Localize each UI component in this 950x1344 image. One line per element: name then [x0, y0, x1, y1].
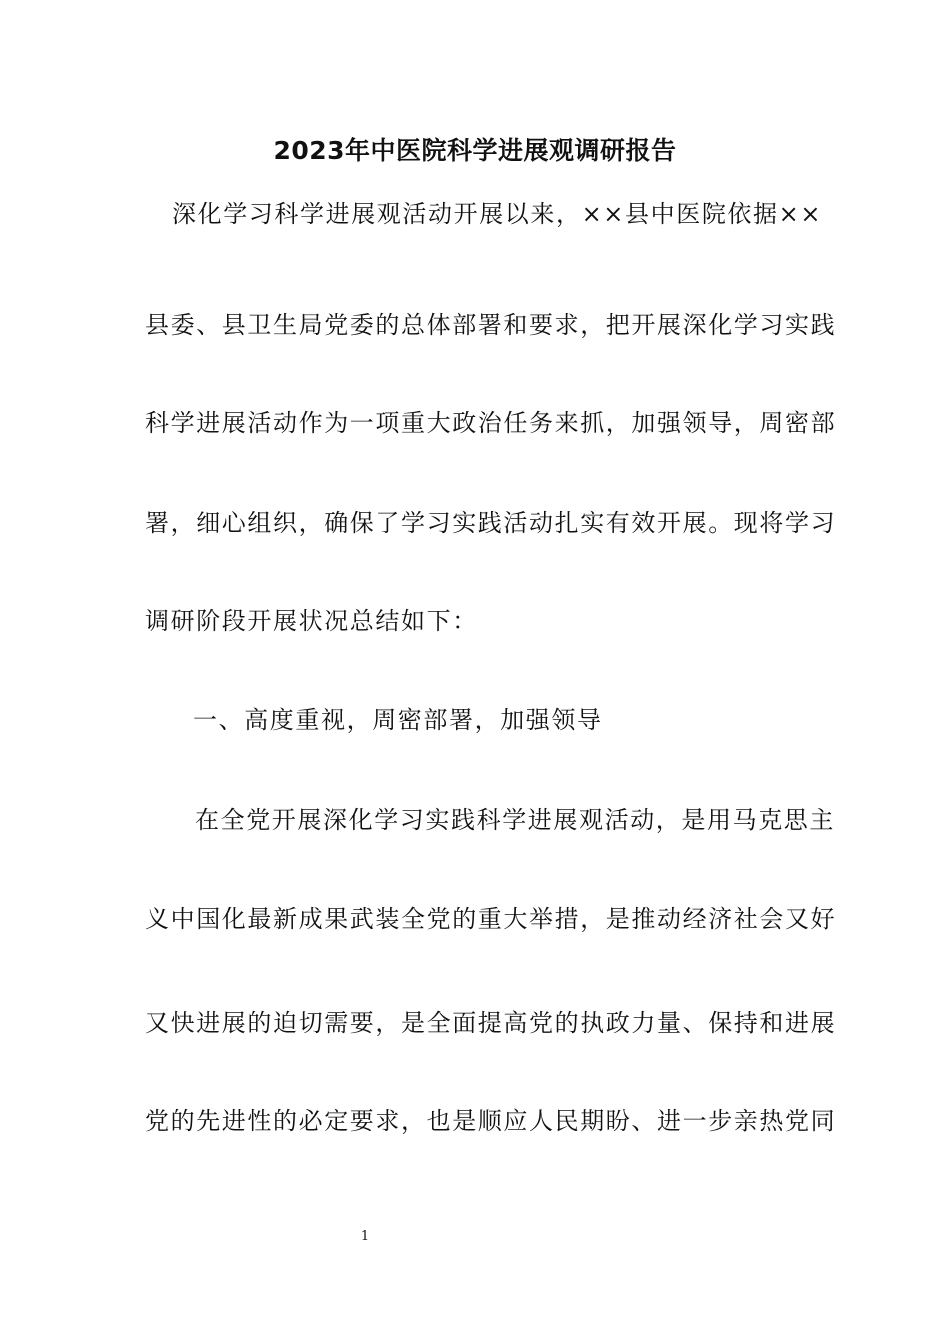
- page-number: 1: [360, 1229, 370, 1244]
- paragraph-line: 在全党开展深化学习实践科学进展观活动，是用马克思主: [195, 806, 835, 834]
- paragraph-line: 又快进展的迫切需要，是全面提高党的执政力量、保持和进展: [145, 1009, 837, 1037]
- paragraph-line: 义中国化最新成果武装全党的重大举措，是推动经济社会又好: [145, 905, 837, 933]
- paragraph-line: 县委、县卫生局党委的总体部署和要求，把开展深化学习实践: [145, 311, 837, 339]
- paragraph-line: 署，细心组织，确保了学习实践活动扎实有效开展。现将学习: [145, 509, 837, 537]
- paragraph-line: 深化学习科学进展观活动开展以来，××县中医院依据××: [172, 200, 823, 228]
- section-heading: 一、高度重视，周密部署，加强领导: [193, 706, 603, 734]
- paragraph-line: 调研阶段开展状况总结如下：: [145, 607, 478, 635]
- document-title: 2023年中医院科学进展观调研报告: [273, 136, 677, 165]
- paragraph-line: 科学进展活动作为一项重大政治任务来抓，加强领导，周密部: [145, 409, 837, 437]
- paragraph-line: 党的先进性的必定要求，也是顺应人民期盼、进一步亲热党同: [145, 1107, 837, 1135]
